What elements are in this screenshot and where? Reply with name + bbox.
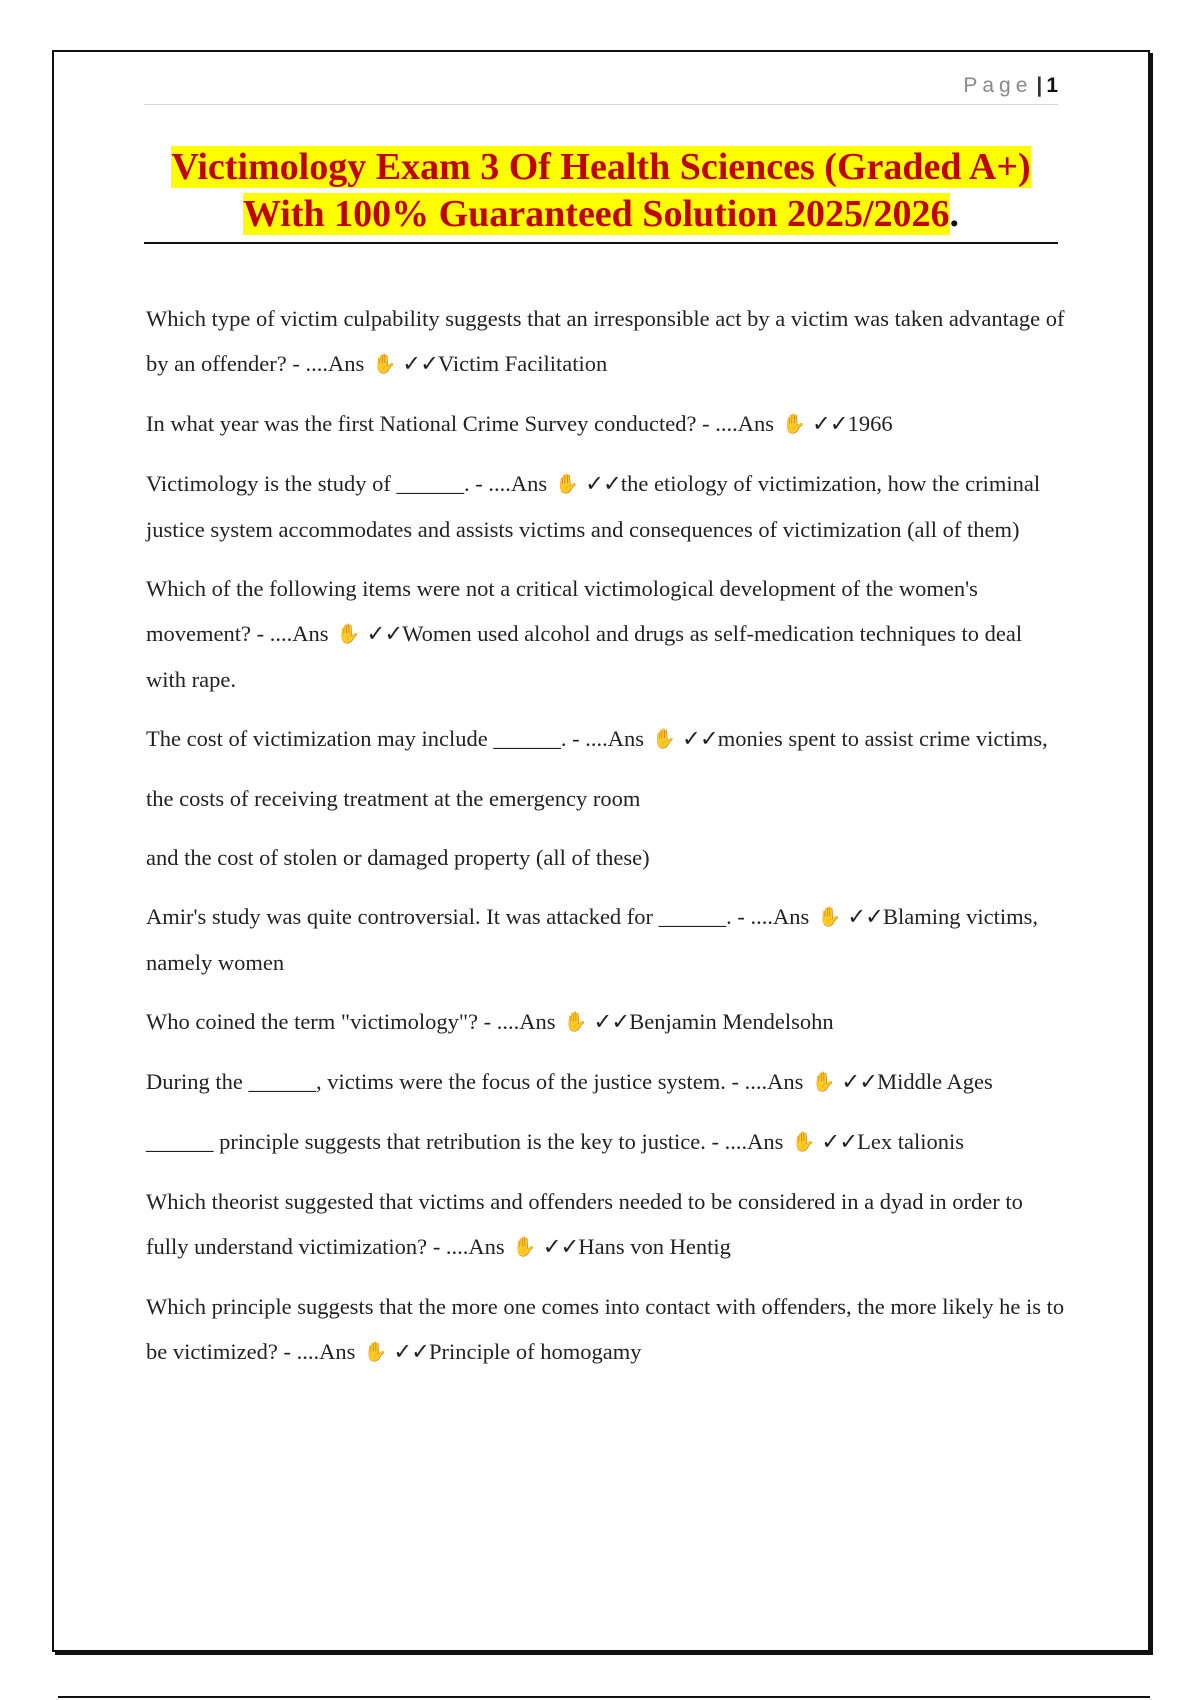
ans-marker: - ....Ans (572, 726, 645, 751)
ans-marker: - ....Ans (283, 1339, 356, 1364)
question: Which principle suggests that the more one comes into contact with offenders, the more likely he is to be victimized? (146, 1294, 1065, 1364)
ok-hand-icon: ✋ (791, 1132, 816, 1153)
question: Amir's study was quite controversial. It was attacked for ______. (146, 904, 732, 929)
answer: Blaming victims, namely women (146, 904, 1039, 975)
question: In what year was the first National Crime Survey conducted? (146, 411, 697, 436)
ok-hand-icon: ✋ (782, 414, 806, 435)
ok-hand-icon: ✋ (555, 474, 579, 495)
question: The cost of victimization may include ______. (146, 726, 567, 751)
bottom-rule (58, 1696, 1150, 1698)
qa-item (146, 461, 1066, 552)
answer-continuation: and the cost of stolen or damaged property (all of these) (146, 845, 650, 870)
question: Victimology is the study of ______. (146, 471, 470, 496)
ans-marker: - ....Ans (711, 1129, 784, 1154)
ans-marker: - ....Ans (702, 411, 774, 436)
qa-item (146, 1284, 1066, 1375)
page-header (144, 70, 1058, 105)
ans-marker: - ....Ans (731, 1069, 804, 1094)
answer: Benjamin Mendelsohn (629, 1009, 834, 1034)
qa-item (146, 566, 1066, 702)
question: ______ principle suggests that retribution is the key to justice. (146, 1129, 706, 1154)
page-separator: | (1036, 74, 1043, 97)
qa-item (146, 296, 1066, 387)
page-number: 1 (1046, 74, 1058, 97)
qa-item (146, 1119, 1066, 1165)
answer: Lex talionis (857, 1129, 964, 1154)
double-check-icon: ✓✓ (585, 471, 621, 496)
question: Who coined the term "victimology"? (146, 1009, 479, 1034)
answer: Victim Facilitation (438, 351, 608, 376)
qa-item (146, 716, 1066, 762)
double-check-icon: ✓✓ (393, 1339, 430, 1364)
title-line-1: Victimology Exam 3 Of Health Sciences (Graded A+) (171, 146, 1031, 188)
ok-hand-icon: ✋ (363, 1342, 388, 1363)
title-line-2: With 100% Guaranteed Solution 2025/2026. (242, 193, 960, 235)
ans-marker: - ....Ans (475, 471, 548, 496)
ok-hand-icon: ✋ (372, 354, 397, 375)
qa-item (146, 894, 1066, 985)
qa-item (146, 1059, 1066, 1105)
question: Which theorist suggested that victims and offenders needed to be considered in a dyad in order to fully understand victimization? (146, 1189, 1023, 1259)
double-check-icon: ✓✓ (402, 351, 438, 376)
double-check-icon: ✓✓ (811, 411, 848, 436)
qa-item (146, 1179, 1066, 1270)
double-check-icon: ✓✓ (682, 726, 718, 751)
answer: 1966 (847, 411, 893, 436)
qa-list (146, 296, 1066, 1389)
ok-hand-icon: ✋ (563, 1012, 588, 1033)
question: Which type of victim culpability suggests that an irresponsible act by a victim was taken advantage of by an offender? (146, 306, 1065, 376)
document-title (144, 144, 1058, 244)
answer: Middle Ages (877, 1069, 993, 1094)
double-check-icon: ✓✓ (841, 1069, 878, 1094)
double-check-icon: ✓✓ (542, 1234, 579, 1259)
ok-hand-icon: ✋ (817, 907, 842, 928)
qa-item (146, 401, 1066, 447)
ok-hand-icon: ✋ (336, 624, 361, 645)
answer: Women used alcohol and drugs as self-medication techniques to deal with rape. (146, 621, 1023, 692)
double-check-icon: ✓✓ (366, 621, 403, 646)
ok-hand-icon: ✋ (652, 729, 676, 750)
double-check-icon: ✓✓ (847, 904, 884, 929)
question: During the ______, victims were the focus of the justice system. (146, 1069, 726, 1094)
ans-marker: - ....Ans (737, 904, 810, 929)
ok-hand-icon: ✋ (811, 1072, 836, 1093)
double-check-icon: ✓✓ (821, 1129, 858, 1154)
ok-hand-icon: ✋ (512, 1237, 537, 1258)
ans-marker: - ....Ans (432, 1234, 505, 1259)
question: Which of the following items were not a critical victimological development of the women's movement? (146, 576, 978, 646)
answer-continuation: the costs of receiving treatment at the emergency room (146, 786, 641, 811)
ans-marker: - ....Ans (483, 1009, 556, 1034)
ans-marker: - ....Ans (256, 621, 329, 646)
qa-item (146, 999, 1066, 1045)
answer: Principle of homogamy (429, 1339, 642, 1364)
ans-marker: - ....Ans (292, 351, 365, 376)
answer: the etiology of victimization, how the criminal justice system accommodates and assists victims and consequences of victimization (all of them) (146, 471, 1041, 542)
double-check-icon: ✓✓ (593, 1009, 630, 1034)
answer: monies spent to assist crime victims, (717, 726, 1048, 751)
answer: Hans von Hentig (578, 1234, 731, 1259)
page-label: Page (963, 74, 1033, 97)
